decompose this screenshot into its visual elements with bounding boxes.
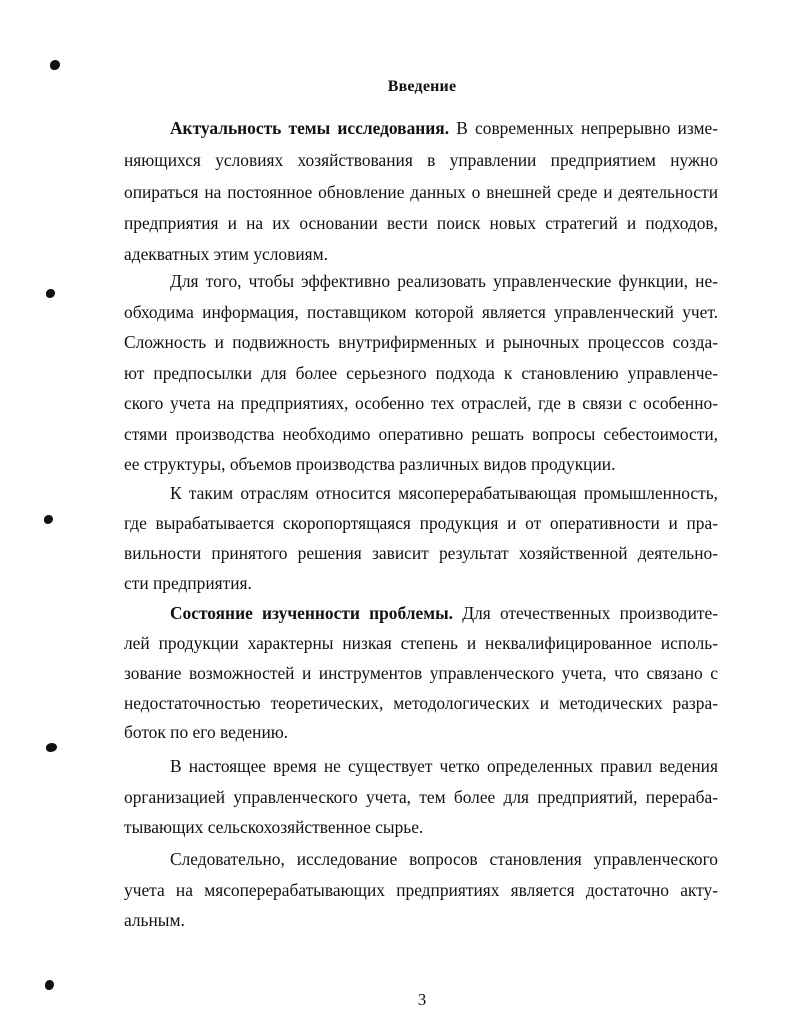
paragraph-line: организацией управленческого учета, тем более для предприятий, перераба-: [124, 787, 718, 807]
page-number: 3: [417, 990, 427, 1009]
punch-hole-mark: [46, 289, 55, 298]
paragraph-line: боток по его ведению.: [124, 722, 289, 742]
bold-lead: Актуальность темы исследования.: [170, 118, 450, 138]
paragraph-line: где вырабатывается скоропортящаяся продукция и от оперативности и пра-: [124, 513, 718, 533]
punch-hole-mark: [50, 60, 60, 70]
paragraph-line: тывающих сельскохозяйственное сырье.: [124, 817, 424, 837]
paragraph-line: ют предпосылки для более серьезного подхода к становлению управленче-: [124, 363, 718, 383]
paragraph-line: сти предприятия.: [124, 573, 252, 593]
paragraph-line: няющихся условиях хозяйствования в управлении предприятием нужно: [124, 150, 718, 170]
paragraph-line: стями производства необходимо оперативно решать вопросы себестоимости,: [124, 424, 718, 444]
line-text: В современных непрерывно изме-: [449, 118, 718, 138]
bold-lead: Состояние изученности проблемы.: [170, 603, 454, 623]
paragraph-line: вильности принятого решения зависит результат хозяйственной деятельно-: [124, 543, 718, 563]
paragraph-line: учета на мясоперерабатывающих предприятиях является достаточно акту-: [124, 880, 718, 900]
paragraph-line: опираться на постоянное обновление данных о внешней среде и деятельности: [124, 182, 718, 202]
line-text: Для отечественных производите-: [453, 603, 718, 623]
paragraph-line: альным.: [124, 910, 185, 930]
punch-hole-mark: [46, 743, 57, 752]
paragraph-line: [170, 603, 718, 623]
paragraph-line: адекватных этим условиям.: [124, 244, 328, 264]
punch-hole-mark: [44, 515, 53, 524]
paragraph-line: К таким отраслям относится мясоперерабатывающая промышленность,: [170, 483, 718, 503]
punch-hole-mark: [45, 980, 54, 990]
paragraph-line: В настоящее время не существует четко определенных правил ведения: [170, 756, 718, 776]
paragraph-line: недостаточностью теоретических, методологических и методических разра-: [124, 693, 718, 713]
paragraph-line: обходима информация, поставщиком которой является управленческий учет.: [124, 302, 718, 322]
paragraph-line: предприятия и на их основании вести поиск новых стратегий и подходов,: [124, 213, 718, 233]
section-heading: Введение: [387, 78, 457, 95]
paragraph-line: Для того, чтобы эффективно реализовать управленческие функции, не-: [170, 271, 718, 291]
paragraph-line: Следовательно, исследование вопросов становления управленческого: [170, 849, 718, 869]
paragraph-line: лей продукции характерны низкая степень и неквалифицированное исполь-: [124, 633, 718, 653]
paragraph-line: зование возможностей и инструментов управленческого учета, что связано с: [124, 663, 718, 683]
paragraph-line: Сложность и подвижность внутрифирменных и рыночных процессов созда-: [124, 332, 718, 352]
paragraph-line: ее структуры, объемов производства различных видов продукции.: [124, 454, 616, 474]
paragraph-line: [170, 118, 718, 138]
paragraph-line: ского учета на предприятиях, особенно тех отраслей, где в связи с особенно-: [124, 393, 718, 413]
